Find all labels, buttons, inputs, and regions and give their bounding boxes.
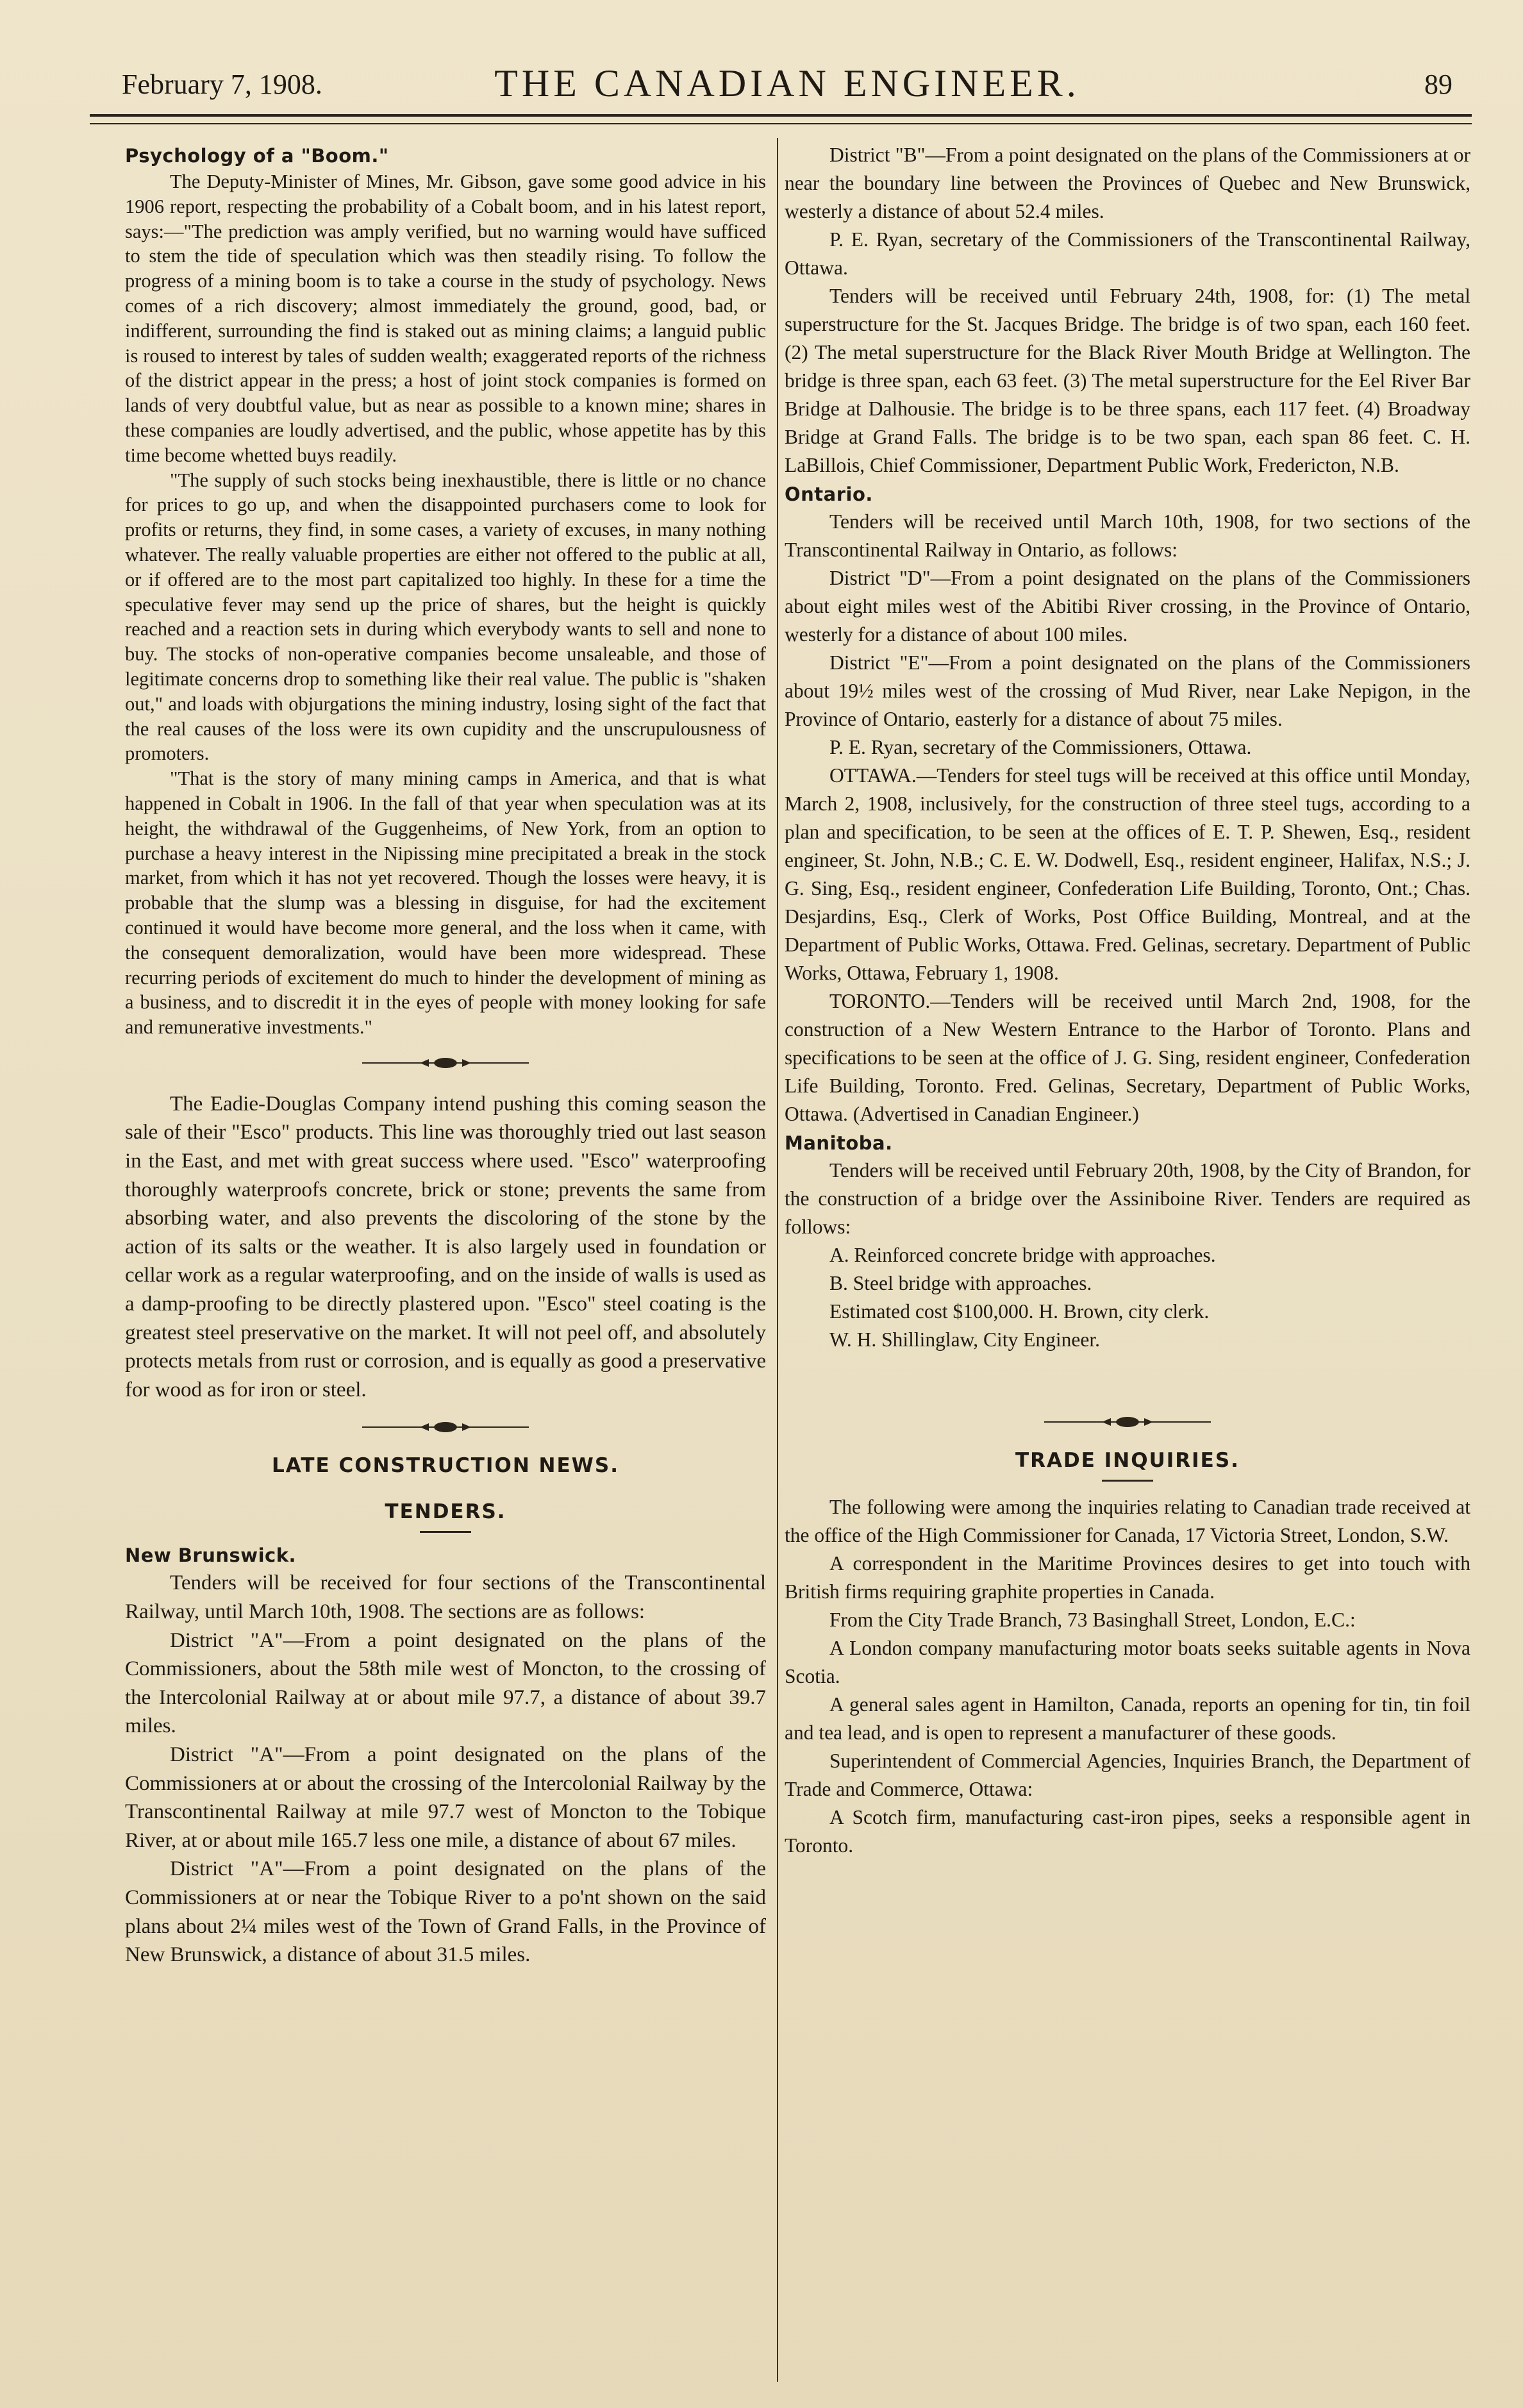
esco-section xyxy=(125,1090,766,1405)
psychology-heading: Psychology of a "Boom." xyxy=(125,145,389,167)
bridges-tender-paragraph: Tenders will be received until February 24th, 1908, for: (1) The metal superstructure for the St. Jacques Bridge. The bridge is of two span, each 160 feet. (2) The metal superstructure for the Black River Mouth Bridge at Wellington. The bridge is three span, each 63 feet. (3) The metal superstructure for the Eel River Bar Bridge at Dalhousie. The bridge is to be three spans, each 117 feet. (4) Broadway Bridge at Grand Falls. The bridge is to be two span, each span 86 feet. C. H. LaBillois, Chief Commissioner, Department Public Work, Fredericton, N.B. xyxy=(785,285,1470,476)
page-header xyxy=(122,59,1452,117)
new-brunswick-section xyxy=(125,1544,766,1969)
nb-paragraph-1: Tenders will be received for four sections of the Transcontinental Railway, until March 10th, 1908. The sections are as follows: xyxy=(125,1571,766,1624)
trade-paragraph-1: The following were among the inquiries relating to Canadian trade received at the office of the High Commissioner for Canada, 17 Victoria Street, London, S.W. xyxy=(785,1496,1470,1546)
toronto-harbor-paragraph: TORONTO.—Tenders will be received until March 2nd, 1908, for the construction of a New Western Entrance to the Harbor of Toronto. Plans and specifications to be seen at the office of J. G. Sing, resident engineer, Confederation Life Building, Toronto. Fred. Gelinas, Secretary, Department of Public Works, Ottawa. (Advertised in Canadian Engineer.) xyxy=(785,990,1470,1125)
manitoba-paragraph-1: Tenders will be received until February 20th, 1908, by the City of Brandon, for the construction of a bridge over the Assiniboine River. Tenders are required as follows: xyxy=(785,1159,1470,1238)
ornament-divider-icon xyxy=(349,1050,542,1076)
district-b-paragraph: District "B"—From a point designated on the plans of the Commissioners at or near the boundary line between the Provinces of Quebec and New Brunswick, westerly a distance of about 52.4 miles. xyxy=(785,144,1470,222)
district-d-paragraph: District "D"—From a point designated on the plans of the Commissioners about eight miles west of the Abitibi River crossing, in the Province of Ontario, westerly for a distance of about 100 miles. xyxy=(785,567,1470,646)
manitoba-engineer: W. H. Shillinglaw, City Engineer. xyxy=(829,1328,1101,1351)
psychology-paragraph-2: "The supply of such stocks being inexhaustible, there is little or no chance for prices to go up, and when the disappointed purchasers come to look for profits or returns, they find, in some cases, a variety of excuses, in many nothing whatever. The really valuable properties are either not offered to the public at all, or if offered are to the most part capitalized too highly. In these for a time the speculative fever may send up the price of shares, but the height is quickly reached and a reaction sets in during which everybody wants to sell and none to buy. The stocks of non-operative companies become unsaleable, and those of legitimate concerns drop to something like their real value. The public is "shaken out," and loads with objurgations the mining industry, losing sight of the fact that the real causes of the loss were its own cupidity and the unscrupulousness of promoters. xyxy=(125,469,766,765)
left-column xyxy=(125,141,766,1969)
psychology-paragraph-3: "That is the story of many mining camps in America, and that is what happened in Cobalt in 1906. In the fall of that year when speculation was at its height, the withdrawal of the Guggenheims, of New York, from an option to purchase a heavy interest in the Nipissing mine precipitated a break in the stock market, from which it has not yet recovered. Though the losses were heavy, it is probable that the slump was a blessing in disguise, for had the excitement continued it would have become more general, and the loss when it came, with the consequent demoralization, would have been more widespread. These recurring periods of excitement do much to hinder the development of mining as a business, and to discredit it in the eyes of people with money looking for safe and remunerative investments." xyxy=(125,767,766,1039)
right-column xyxy=(785,141,1470,1860)
header-rule-thin xyxy=(90,123,1472,124)
manitoba-cost: Estimated cost $100,000. H. Brown, city clerk. xyxy=(829,1300,1210,1323)
manitoba-option-b: B. Steel bridge with approaches. xyxy=(829,1272,1092,1294)
section-ornament xyxy=(785,1409,1470,1435)
page-number: 89 xyxy=(1424,69,1452,100)
manitoba-heading: Manitoba. xyxy=(785,1132,893,1154)
esco-paragraph: The Eadie-Douglas Company intend pushing this coming season the sale of their "Esco" products. This line was thoroughly tried out last season in the East, and met with great success where used. "Esco" waterproofing thoroughly waterproofs concrete, brick or stone; prevents the same from absorbing water, and also prevents the discoloring of the stone by the action of its salts or the weather. It is also largely used in foundation or cellar work as a regular waterproofing, and on the inside of walls is used as a damp-proofing to be directly plastered upon. "Esco" steel coating is the greatest steel preservative on the market. It will not peel off, and absolutely protects metals from rust or corrosion, and is equally as good a preservative for wood as for iron or steel. xyxy=(125,1092,766,1401)
column-divider xyxy=(777,138,778,2382)
trade-paragraph-4: A London company manufacturing motor boats seeks suitable agents in Nova Scotia. xyxy=(785,1637,1470,1687)
district-e-paragraph: District "E"—From a point designated on the plans of the Commissioners about 19½ miles west of the crossing of Mud River, near Lake Nepigon, in the Province of Ontario, easterly for a distance of about 75 miles. xyxy=(785,651,1470,730)
late-construction-heading: LATE CONSTRUCTION NEWS. xyxy=(272,1454,619,1478)
manitoba-option-a: A. Reinforced concrete bridge with approaches. xyxy=(829,1244,1216,1266)
tenders-rule xyxy=(420,1531,471,1533)
trade-inquiries-heading: TRADE INQUIRIES. xyxy=(1015,1449,1240,1472)
ontario-heading: Ontario. xyxy=(785,483,873,505)
ryan-secretary-2: P. E. Ryan, secretary of the Commissioners, Ottawa. xyxy=(829,736,1252,758)
ornament-divider-icon xyxy=(1031,1409,1224,1435)
ornament-divider-icon xyxy=(349,1414,542,1440)
tenders-heading: TENDERS. xyxy=(385,1500,506,1524)
section-ornament xyxy=(125,1414,766,1440)
section-ornament xyxy=(125,1050,766,1076)
nb-district-a-3: District "A"—From a point designated on the plans of the Commissioners at or near the Tobique River to a po'nt shown on the said plans about 2¼ miles west of the Town of Grand Falls, in the Province of New Brunswick, a distance of about 31.5 miles. xyxy=(125,1857,766,1967)
trade-paragraph-5: A general sales agent in Hamilton, Canada, reports an opening for tin, tin foil and tea lead, and is open to represent a manufacturer of these goods. xyxy=(785,1693,1470,1744)
trade-paragraph-3: From the City Trade Branch, 73 Basinghall Street, London, E.C.: xyxy=(829,1609,1356,1631)
psychology-paragraph-1: The Deputy-Minister of Mines, Mr. Gibson, gave some good advice in his 1906 report, respecting the probability of a Cobalt boom, and in his latest report, says:—"The prediction was amply verified, but no warning would have sufficed to stem the tide of speculation which was then steadily rising. To follow the progress of a mining boom is to take a course in the study of psychology. News comes of a rich discovery; almost immediately the ground, good, bad, or indifferent, surrounding the find is staked out as mining claims; a languid public is roused to interest by tales of sudden wealth; exaggerated reports of the richness of the district appear in the press; a host of joint stock companies is formed on lands of very doubtful value, but as near as possible to a known mine; shares in these companies are loudly advertised, and the public, whose appetite has by this time become whetted buys readily. xyxy=(125,171,766,466)
trade-paragraph-6: Superintendent of Commercial Agencies, Inquiries Branch, the Department of Trade and Commerce, Ottawa: xyxy=(785,1750,1470,1800)
trade-paragraph-2: A correspondent in the Maritime Provinces desires to get into touch with British firms requiring graphite properties in Canada. xyxy=(785,1552,1470,1603)
ryan-secretary-1: P. E. Ryan, secretary of the Commissioners of the Transcontinental Railway, Ottawa. xyxy=(785,228,1470,279)
trade-rule xyxy=(1102,1480,1153,1482)
new-brunswick-heading: New Brunswick. xyxy=(125,1544,297,1567)
header-rule-thick xyxy=(90,114,1472,117)
ontario-paragraph-1: Tenders will be received until March 10th, 1908, for two sections of the Transcontinental Railway in Ontario, as follows: xyxy=(785,510,1470,561)
trade-paragraph-7: A Scotch firm, manufacturing cast-iron pipes, seeks a responsible agent in Toronto. xyxy=(785,1806,1470,1857)
journal-title: THE CANADIAN ENGINEER. xyxy=(494,62,1080,105)
nb-district-a-2: District "A"—From a point designated on the plans of the Commissioners at or about the crossing of the Intercolonial Railway by the Transcontinental Railway at mile 97.7 west of Moncton to the Tobique River, at or about mile 165.7 less one mile, a distance of about 67 miles. xyxy=(125,1743,766,1852)
ottawa-tugs-paragraph: OTTAWA.—Tenders for steel tugs will be received at this office until Monday, March 2, 1908, inclusively, for the construction of three steel tugs, according to a plan and specification, to be seen at the offices of E. T. P. Shewen, Esq., resident engineer, St. John, N.B.; C. E. W. Dodwell, Esq., resident engineer, Halifax, N.S.; J. G. Sing, Esq., resident engineer, Confederation Life Building, Toronto, Ont.; Chas. Desjardins, Esq., Clerk of Works, Post Office Building, Montreal, and at the Department of Public Works, Ottawa. Fred. Gelinas, secretary. Department of Public Works, Ottawa, February 1, 1908. xyxy=(785,764,1470,984)
issue-date: February 7, 1908. xyxy=(122,69,322,100)
nb-district-a-1: District "A"—From a point designated on the plans of the Commissioners, about the 58th mile west of Moncton, to the crossing of the Intercolonial Railway at or about mile 97.7, a distance of about 39.7 miles. xyxy=(125,1628,766,1738)
